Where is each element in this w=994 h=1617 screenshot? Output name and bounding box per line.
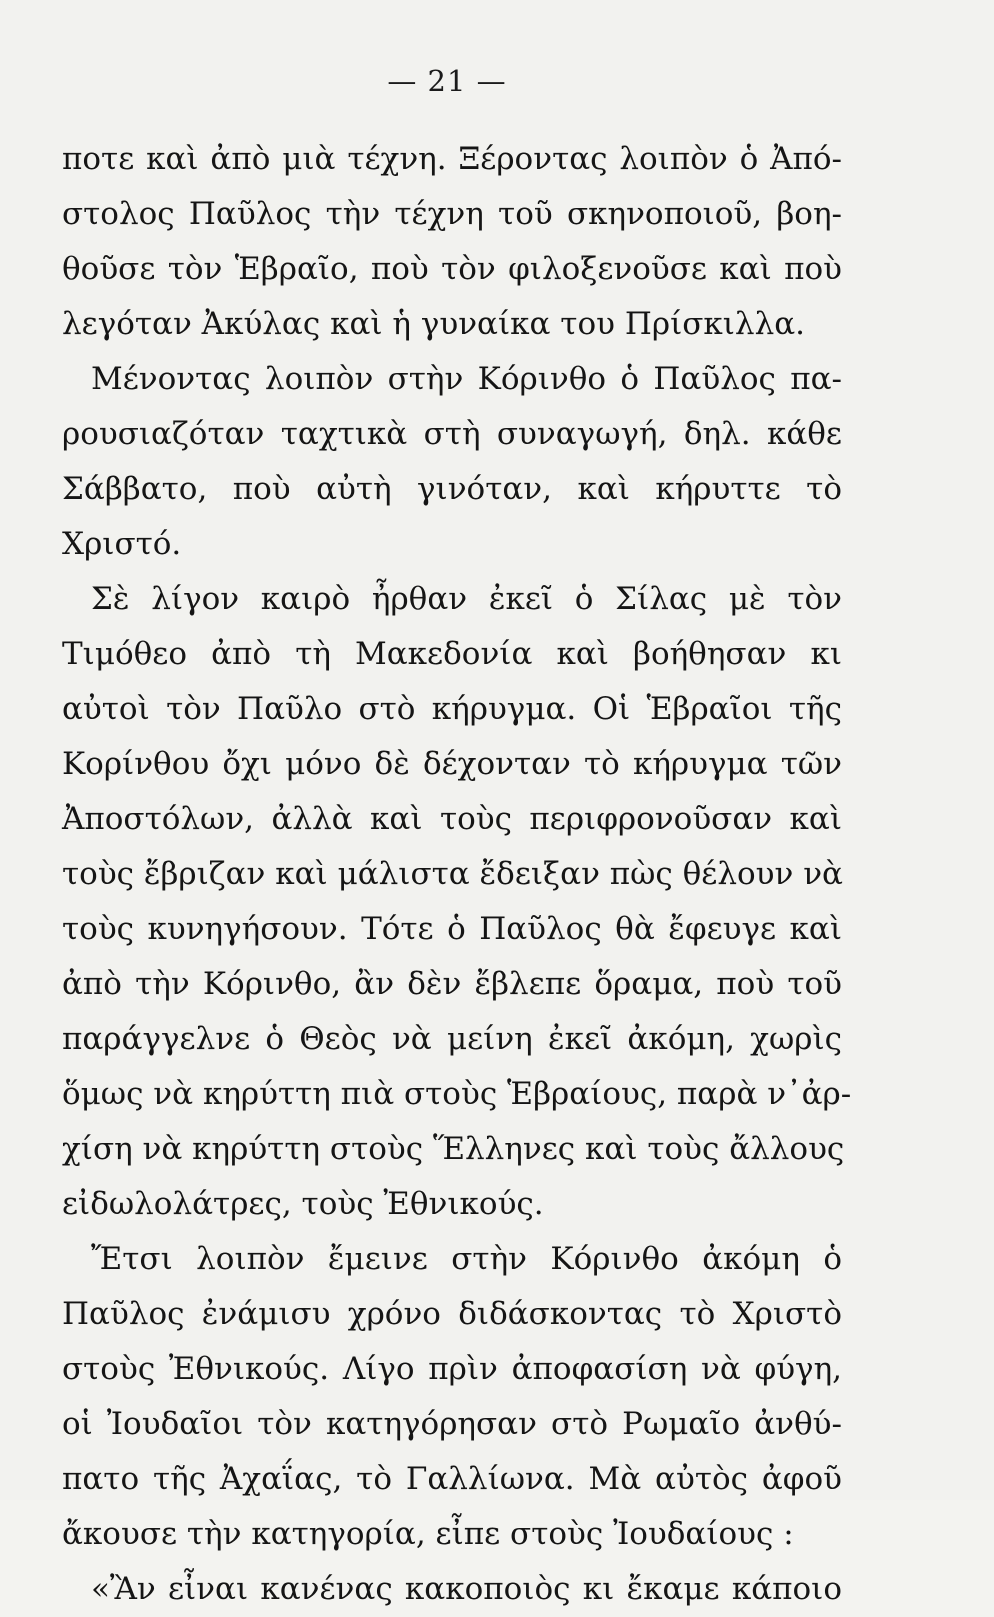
page-number: — 21 — xyxy=(387,64,507,98)
text-line: αὐτοὶ τὸν Παῦλο στὸ κήρυγμα. Οἱ Ἑβραῖοι τῆς xyxy=(62,691,842,727)
text-line: Χριστό. xyxy=(62,526,182,562)
text-line: χίση νὰ κηρύττη στοὺς Ἕλληνες καὶ τοὺς ἄλλους xyxy=(62,1131,845,1167)
text-line: Ἔτσι λοιπὸν ἔμεινε στὴν Κόρινθο ἀκόμη ὁ xyxy=(91,1241,842,1277)
text-line: Παῦλος ἐνάμισυ χρόνο διδάσκοντας τὸ Χριστὸ xyxy=(62,1296,842,1332)
text-line: Ἀποστόλων, ἀλλὰ καὶ τοὺς περιφρονοῦσαν καὶ xyxy=(62,801,842,837)
text-line: θοῦσε τὸν Ἑβραῖο, ποὺ τὸν φιλοξενοῦσε καὶ ποὺ xyxy=(62,251,842,287)
text-line: τοὺς κυνηγήσουν. Τότε ὁ Παῦλος θὰ ἔφευγε καὶ xyxy=(62,911,842,947)
text-line: ρουσιαζόταν ταχτικὰ στὴ συναγωγή, δηλ. κάθε xyxy=(62,416,842,452)
text-line: Μένοντας λοιπὸν στὴν Κόρινθο ὁ Παῦλος πα- xyxy=(91,361,842,397)
page-text xyxy=(62,132,852,1617)
text-line: Σάββατο, ποὺ αὐτὴ γινόταν, καὶ κήρυττε τὸ xyxy=(62,471,842,507)
text-line: ἄκουσε τὴν κατηγορία, εἶπε στοὺς Ἰουδαίους : xyxy=(62,1516,794,1552)
text-line: «Ἂν εἶναι κανένας κακοποιὸς κι ἔκαμε κάποιο xyxy=(91,1571,842,1607)
text-line: ἀπὸ τὴν Κόρινθο, ἂν δὲν ἔβλεπε ὅραμα, ποὺ τοῦ xyxy=(62,966,842,1002)
text-line: εἰδωλολάτρες, τοὺς Ἐθνικούς. xyxy=(62,1186,544,1222)
text-line: Κορίνθου ὄχι μόνο δὲ δέχονταν τὸ κήρυγμα τῶν xyxy=(62,746,842,782)
text-line: ποτε καὶ ἀπὸ μιὰ τέχνη. Ξέροντας λοιπὸν ὁ Ἀπό- xyxy=(62,141,842,177)
text-line: τοὺς ἔβριζαν καὶ μάλιστα ἔδειξαν πὼς θέλουν νὰ xyxy=(62,856,843,892)
text-line: οἱ Ἰουδαῖοι τὸν κατηγόρησαν στὸ Ρωμαῖο ἀνθύ- xyxy=(62,1406,842,1442)
text-line: Σὲ λίγον καιρὸ ἦρθαν ἐκεῖ ὁ Σίλας μὲ τὸν xyxy=(91,581,842,617)
text-line: ὅμως νὰ κηρύττη πιὰ στοὺς Ἑβραίους, παρὰ ν᾿ἀρ- xyxy=(62,1076,852,1112)
text-line: Τιμόθεο ἀπὸ τὴ Μακεδονία καὶ βοήθησαν κι xyxy=(62,636,842,672)
text-line: παράγγελνε ὁ Θεὸς νὰ μείνη ἐκεῖ ἀκόμη, χωρὶς xyxy=(62,1021,842,1057)
text-line: στοὺς Ἐθνικούς. Λίγο πρὶν ἀποφασίση νὰ φύγη, xyxy=(62,1351,842,1387)
text-line: στολος Παῦλος τὴν τέχνη τοῦ σκηνοποιοῦ, βοη- xyxy=(62,196,842,232)
text-line: λεγόταν Ἀκύλας καὶ ἡ γυναίκα του Πρίσκιλλα. xyxy=(62,306,806,342)
text-line: πατο τῆς Ἀχαΐας, τὸ Γαλλίωνα. Μὰ αὐτὸς ἀφοῦ xyxy=(62,1461,842,1497)
